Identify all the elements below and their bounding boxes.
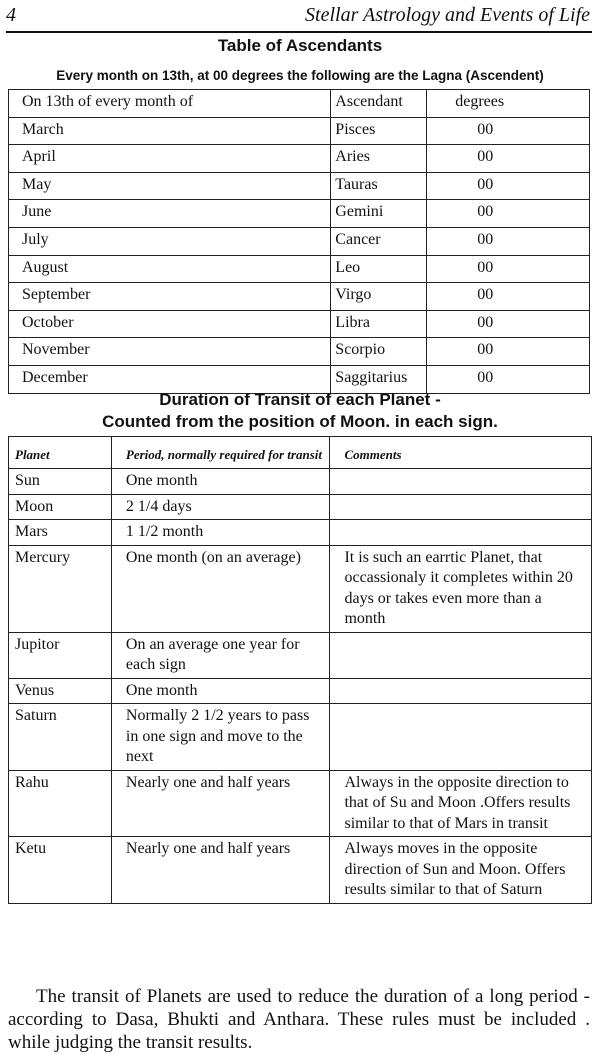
ascendant-cell: Cancer xyxy=(331,227,427,255)
comments-cell: Always moves in the opposite direction of Sun and Moon. Offers results similar to that of Saturn xyxy=(330,837,592,904)
comments-cell xyxy=(330,632,592,678)
ascendant-row xyxy=(9,255,590,283)
ascendant-cell: Virgo xyxy=(331,283,427,311)
transit-row xyxy=(9,545,592,632)
transit-row xyxy=(9,520,592,546)
month-cell: September xyxy=(9,283,331,311)
ascendants-table xyxy=(8,89,590,394)
transit-row xyxy=(9,469,592,495)
period-cell: One month (on an average) xyxy=(111,545,330,632)
ascendant-row xyxy=(9,117,590,145)
transit-row xyxy=(9,770,592,837)
month-cell: April xyxy=(9,145,331,173)
header-cell: Ascendant xyxy=(331,90,427,118)
degrees-cell: 00 xyxy=(427,227,590,255)
comments-cell xyxy=(330,678,592,704)
comments-cell xyxy=(330,469,592,495)
month-cell: June xyxy=(9,200,331,228)
transit-row xyxy=(9,632,592,678)
ascendants-table-caption: Every month on 13th, at 00 degrees the following are the Lagna (Ascendent) xyxy=(56,68,544,83)
ascendant-cell: Libra xyxy=(331,310,427,338)
period-cell: 2 1/4 days xyxy=(111,494,330,520)
period-cell: Nearly one and half years xyxy=(111,837,330,904)
planet-cell: Mercury xyxy=(9,545,112,632)
transit-header-row xyxy=(9,437,592,469)
period-cell: 1 1/2 month xyxy=(111,520,330,546)
page-number: 4 xyxy=(6,4,16,26)
period-cell: Normally 2 1/2 years to pass in one sign and move to the next xyxy=(111,704,330,771)
transit-table-title xyxy=(0,389,600,433)
ascendant-row xyxy=(9,172,590,200)
degrees-cell: 00 xyxy=(427,200,590,228)
period-cell: One month xyxy=(111,678,330,704)
closing-paragraph: The transit of Planets are used to reduce the duration of a long period - according to Dasa, Bhukti and Anthara. These rules must be included . while judging the transit results. xyxy=(8,986,590,1053)
planet-cell: Mars xyxy=(9,520,112,546)
transit-row xyxy=(9,704,592,771)
degrees-cell: 00 xyxy=(427,255,590,283)
planet-cell: Venus xyxy=(9,678,112,704)
comments-cell xyxy=(330,520,592,546)
ascendant-row xyxy=(9,200,590,228)
transit-row xyxy=(9,678,592,704)
degrees-cell: 00 xyxy=(427,365,590,393)
period-cell: On an average one year for each sign xyxy=(111,632,330,678)
header-cell: degrees xyxy=(427,90,590,118)
ascendant-row xyxy=(9,310,590,338)
ascendant-cell: Gemini xyxy=(331,200,427,228)
ascendant-row xyxy=(9,338,590,366)
degrees-cell: 00 xyxy=(427,172,590,200)
comments-cell xyxy=(330,494,592,520)
ascendant-cell: Saggitarius xyxy=(331,365,427,393)
period-cell: One month xyxy=(111,469,330,495)
planet-cell: Ketu xyxy=(9,837,112,904)
comments-cell: Always in the opposite direction to that of Su and Moon .Offers results similar to that of Mars in transit xyxy=(330,770,592,837)
degrees-cell: 00 xyxy=(427,145,590,173)
month-cell: May xyxy=(9,172,331,200)
header-cell: Planet xyxy=(9,437,112,469)
transit-row xyxy=(9,494,592,520)
ascendants-header-row xyxy=(9,90,590,118)
transit-table xyxy=(8,436,592,904)
planet-cell: Sun xyxy=(9,469,112,495)
planet-cell: Jupitor xyxy=(9,632,112,678)
ascendant-row xyxy=(9,145,590,173)
planet-cell: Moon xyxy=(9,494,112,520)
degrees-cell: 00 xyxy=(427,338,590,366)
period-cell: Nearly one and half years xyxy=(111,770,330,837)
header-cell: Comments xyxy=(330,437,592,469)
comments-cell xyxy=(330,704,592,771)
ascendant-cell: Pisces xyxy=(331,117,427,145)
month-cell: October xyxy=(9,310,331,338)
page-header xyxy=(6,2,590,32)
month-cell: July xyxy=(9,227,331,255)
running-title: Stellar Astrology and Events of Life xyxy=(305,4,590,26)
planet-cell: Rahu xyxy=(9,770,112,837)
ascendant-row xyxy=(9,227,590,255)
ascendant-row xyxy=(9,283,590,311)
month-cell: August xyxy=(9,255,331,283)
transit-row xyxy=(9,837,592,904)
ascendant-cell: Leo xyxy=(331,255,427,283)
degrees-cell: 00 xyxy=(427,117,590,145)
transit-title-line-1: Duration of Transit of each Planet - xyxy=(159,390,441,409)
header-cell: On 13th of every month of xyxy=(9,90,331,118)
month-cell: March xyxy=(9,117,331,145)
header-cell: Period, normally required for transit xyxy=(111,437,330,469)
ascendant-cell: Aries xyxy=(331,145,427,173)
comments-cell: It is such an earrtic Planet, that occassionaly it completes within 20 days or takes even more than a month xyxy=(330,545,592,632)
ascendant-cell: Scorpio xyxy=(331,338,427,366)
header-divider xyxy=(6,31,592,33)
degrees-cell: 00 xyxy=(427,310,590,338)
transit-title-line-2: Counted from the position of Moon. in each sign. xyxy=(102,412,498,431)
ascendants-table-title: Table of Ascendants xyxy=(217,36,383,55)
month-cell: November xyxy=(9,338,331,366)
degrees-cell: 00 xyxy=(427,283,590,311)
ascendant-cell: Tauras xyxy=(331,172,427,200)
planet-cell: Saturn xyxy=(9,704,112,771)
month-cell: December xyxy=(9,365,331,393)
